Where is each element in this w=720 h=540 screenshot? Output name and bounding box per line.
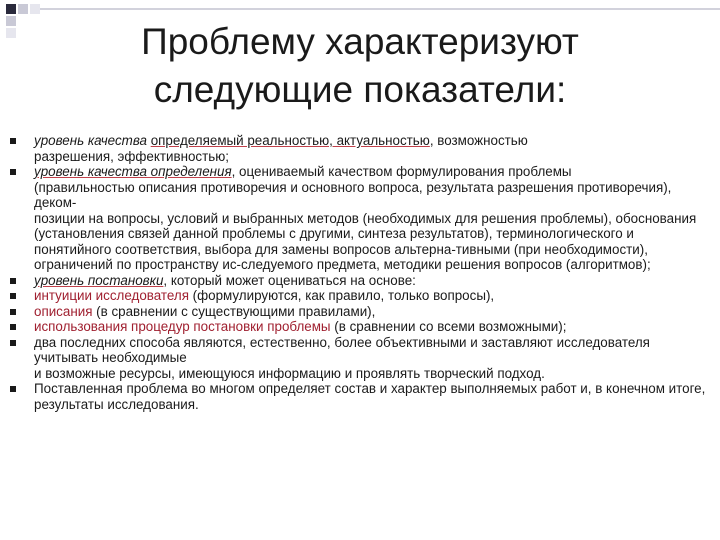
item-text: разрешения, эффективностью; [34,148,229,164]
top-divider-line [40,8,720,10]
corner-decoration [0,0,60,40]
item-text: (формулируются, как правило, только вопросы), [188,288,495,303]
list-item [10,304,710,320]
bullet-icon [10,386,16,392]
list-item [10,319,710,335]
slide-title [80,18,640,114]
bullet-icon [10,324,16,330]
item-term: уровень постановки [34,272,164,288]
item-text: понятийного соответствия, выбора для замены вопросов альтерна-тивными (при необходимости), ограничений по пространству ис-следуемого предмета, методики решения вопросов (алгоритмов); [34,241,651,272]
bullet-icon [10,278,16,284]
item-highlight: определяемый реальностью, актуальностью [150,133,430,148]
bullet-icon [10,169,16,175]
bullet-icon [10,340,16,346]
item-text: , который может оцениваться на основе: [163,272,416,288]
item-term: уровень качества определения [34,164,232,179]
list-item [10,273,710,289]
corner-square [6,4,16,14]
list-item [10,381,710,412]
bullet-icon [10,138,16,144]
title-line-1: Проблему характеризуют [141,21,579,62]
corner-square [6,28,16,38]
item-text: , оцениваемый качеством формулирования проблемы [231,164,572,179]
item-text: (в сравнении со всеми возможными); [330,319,567,334]
list-item [10,288,710,304]
list-item [10,335,710,382]
item-text: (в сравнении с существующими правилами), [92,303,376,319]
item-text: , возможностью [429,133,528,148]
corner-square [18,4,28,14]
item-text: два последних способа являются, естественно, более объективными и заставляют исследователя учитывать необходимые [34,334,650,365]
item-text: (правильностью описания противоречия и основного вопроса, результата разрешения противоречия), деком- [34,179,672,210]
list-item [10,164,710,273]
item-text: и возможные ресурсы, имеющуюся информацию и проявлять творческий подход. [34,365,545,381]
item-term: уровень качества [34,133,151,148]
corner-square [30,4,40,14]
item-term: описания [34,303,93,319]
item-term: использования процедур постановки проблемы [34,319,331,334]
bullet-icon [10,309,16,315]
list-item [10,133,710,164]
corner-square [6,16,16,26]
item-text: Поставленная проблема во многом определяет состав и характер выполняемых работ и, в конечном итоге, результаты исследования. [34,381,706,412]
title-line-2: следующие показатели: [153,69,567,110]
item-text: позиции на вопросы, условий и выбранных методов (необходимых для решения проблемы), обоснования (установления связей данной проблемы с другими, синтеза результатов), терминологического и [34,210,697,241]
item-term: интуиции исследователя [34,288,189,303]
bullet-list [10,133,710,412]
bullet-icon [10,293,16,299]
